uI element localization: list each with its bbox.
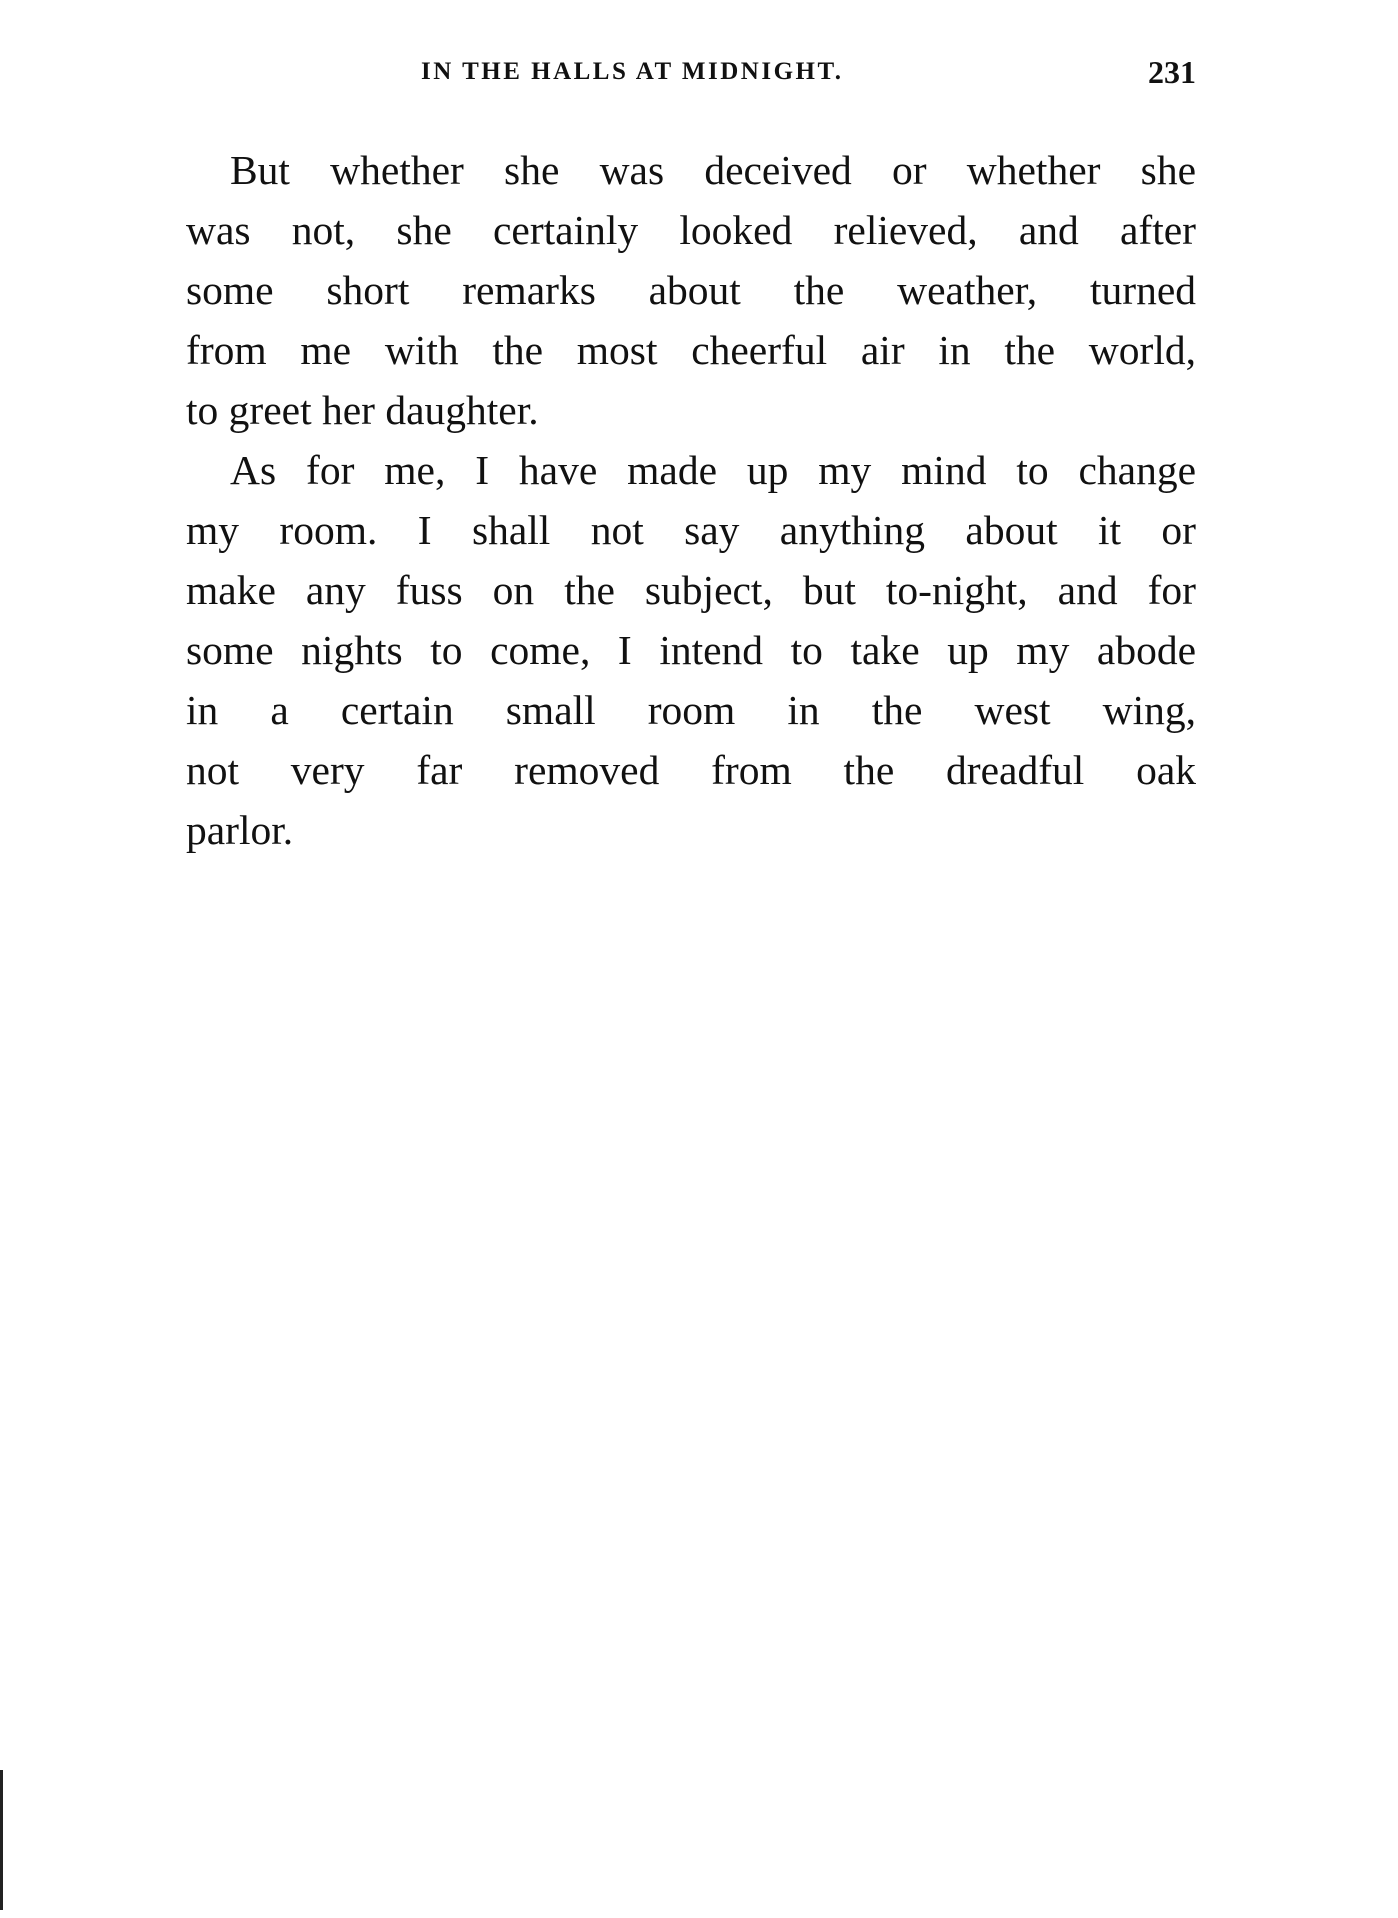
text-line: was not, she certainly looked relieved, and after: [186, 207, 1196, 253]
scan-edge-mark: [0, 1770, 3, 1910]
paragraph-2: [186, 440, 1196, 860]
text-line: some nights to come, I intend to take up my abode: [186, 627, 1196, 673]
running-head: [186, 54, 1196, 98]
text-line: But whether she was deceived or whether she: [230, 147, 1196, 193]
text-line: my room. I shall not say anything about it or: [186, 507, 1196, 553]
page-number: 231: [1148, 54, 1196, 90]
text-line: make any fuss on the subject, but to-night, and for: [186, 567, 1196, 613]
running-title: IN THE HALLS AT MIDNIGHT.: [421, 58, 844, 85]
text-line: parlor.: [186, 807, 294, 853]
paragraph-1: [186, 140, 1196, 440]
text-line: some short remarks about the weather, turned: [186, 267, 1196, 313]
text-line: As for me, I have made up my mind to change: [230, 447, 1196, 493]
text-line: to greet her daughter.: [186, 387, 539, 433]
body-text: [186, 140, 1196, 860]
text-line: in a certain small room in the west wing,: [186, 687, 1196, 733]
text-line: from me with the most cheerful air in the world,: [186, 327, 1196, 373]
text-line: not very far removed from the dreadful oak: [186, 747, 1196, 793]
